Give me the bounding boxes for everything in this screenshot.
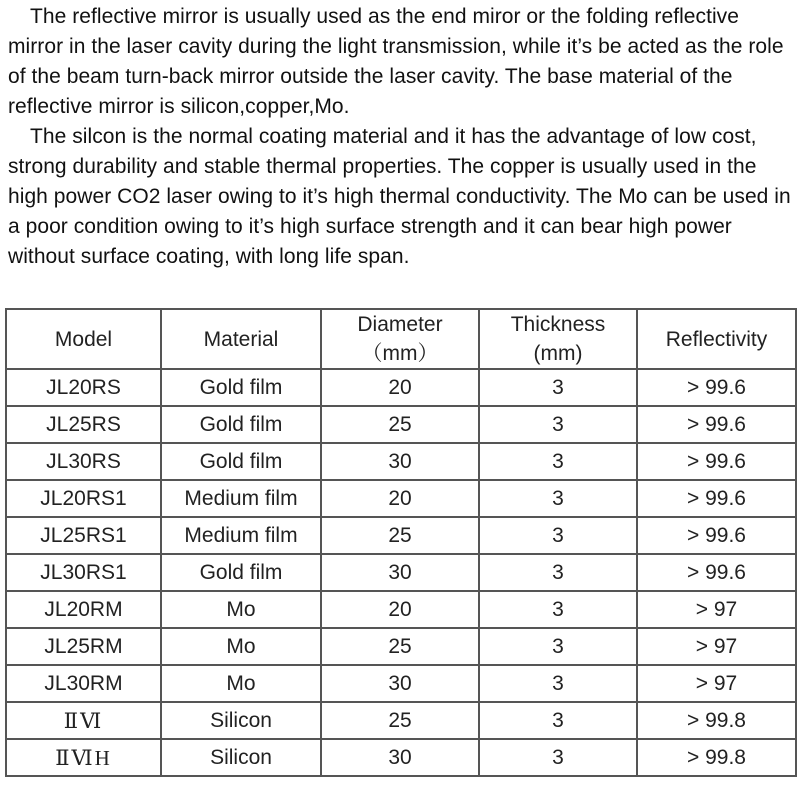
- cell-thickness: 3: [479, 628, 637, 665]
- table-row: [6, 480, 796, 517]
- header-thickness: [479, 309, 637, 369]
- table-row: [6, 406, 796, 443]
- cell-material: Gold film: [161, 369, 321, 406]
- cell-thickness: 3: [479, 554, 637, 591]
- intro-paragraph-2: The silcon is the normal coating material and it has the advantage of low cost, strong durability and stable thermal properties. The copper is usually used in the high power CO2 laser owing to it’s high thermal conductivity. The Mo can be used in a poor condition owing to it’s high surface strength and it can bear high power without surface coating, with long life span.: [8, 125, 791, 268]
- cell-reflectivity: > 99.8: [637, 702, 796, 739]
- table-row: [6, 739, 796, 776]
- cell-reflectivity: > 99.6: [637, 443, 796, 480]
- cell-thickness: 3: [479, 517, 637, 554]
- header-reflectivity: Reflectivity: [637, 309, 796, 369]
- mirror-spec-table: [5, 308, 797, 777]
- intro-text: [8, 2, 798, 272]
- cell-diameter: 25: [321, 517, 479, 554]
- header-thickness-unit: (mm): [533, 342, 583, 365]
- cell-model: JL30RS1: [6, 554, 161, 591]
- cell-material: Gold film: [161, 406, 321, 443]
- cell-model: JL20RM: [6, 591, 161, 628]
- cell-material: Gold film: [161, 554, 321, 591]
- cell-diameter: 30: [321, 443, 479, 480]
- header-model: Model: [6, 309, 161, 369]
- cell-reflectivity: > 97: [637, 591, 796, 628]
- cell-reflectivity: > 99.6: [637, 554, 796, 591]
- cell-model: JL30RS: [6, 443, 161, 480]
- cell-material: Silicon: [161, 702, 321, 739]
- cell-diameter: 25: [321, 406, 479, 443]
- cell-diameter: 20: [321, 369, 479, 406]
- table-row: [6, 443, 796, 480]
- header-diameter-label: Diameter: [357, 313, 443, 336]
- cell-material: Medium film: [161, 517, 321, 554]
- cell-thickness: 3: [479, 406, 637, 443]
- cell-material: Gold film: [161, 443, 321, 480]
- table-row: [6, 665, 796, 702]
- cell-model: ⅡⅥ: [6, 702, 161, 739]
- cell-reflectivity: > 97: [637, 665, 796, 702]
- cell-thickness: 3: [479, 702, 637, 739]
- cell-diameter: 30: [321, 739, 479, 776]
- header-diameter-unit: （mm）: [361, 342, 439, 365]
- cell-thickness: 3: [479, 443, 637, 480]
- cell-model: JL25RS: [6, 406, 161, 443]
- cell-diameter: 20: [321, 480, 479, 517]
- cell-reflectivity: > 99.6: [637, 480, 796, 517]
- cell-reflectivity: > 99.6: [637, 369, 796, 406]
- header-diameter: [321, 309, 479, 369]
- table-row: [6, 554, 796, 591]
- cell-thickness: 3: [479, 480, 637, 517]
- cell-diameter: 30: [321, 554, 479, 591]
- cell-diameter: 30: [321, 665, 479, 702]
- cell-diameter: 20: [321, 591, 479, 628]
- cell-model: JL20RS: [6, 369, 161, 406]
- cell-reflectivity: > 99.8: [637, 739, 796, 776]
- cell-thickness: 3: [479, 369, 637, 406]
- cell-model: JL25RS1: [6, 517, 161, 554]
- cell-diameter: 25: [321, 628, 479, 665]
- header-material: Material: [161, 309, 321, 369]
- cell-material: Mo: [161, 628, 321, 665]
- cell-material: Medium film: [161, 480, 321, 517]
- cell-thickness: 3: [479, 591, 637, 628]
- cell-thickness: 3: [479, 665, 637, 702]
- cell-model: JL30RM: [6, 665, 161, 702]
- cell-reflectivity: > 99.6: [637, 406, 796, 443]
- cell-material: Mo: [161, 591, 321, 628]
- table-row: [6, 702, 796, 739]
- cell-reflectivity: > 97: [637, 628, 796, 665]
- cell-model: ⅡⅥH: [6, 739, 161, 776]
- cell-model: JL25RM: [6, 628, 161, 665]
- header-thickness-label: Thickness: [510, 313, 606, 336]
- table-header-row: [6, 309, 796, 369]
- table-row: [6, 517, 796, 554]
- cell-material: Mo: [161, 665, 321, 702]
- cell-material: Silicon: [161, 739, 321, 776]
- table-row: [6, 628, 796, 665]
- cell-model: JL20RS1: [6, 480, 161, 517]
- cell-diameter: 25: [321, 702, 479, 739]
- intro-paragraph-1: The reflective mirror is usually used as the end miror or the folding reflective mirror in the laser cavity during the light transmission, while it’s be acted as the role of the beam turn-back mirror outside the laser cavity. The base material of the reflective mirror is silicon,copper,Mo.: [8, 5, 784, 118]
- table-row: [6, 591, 796, 628]
- cell-thickness: 3: [479, 739, 637, 776]
- cell-reflectivity: > 99.6: [637, 517, 796, 554]
- table-row: [6, 369, 796, 406]
